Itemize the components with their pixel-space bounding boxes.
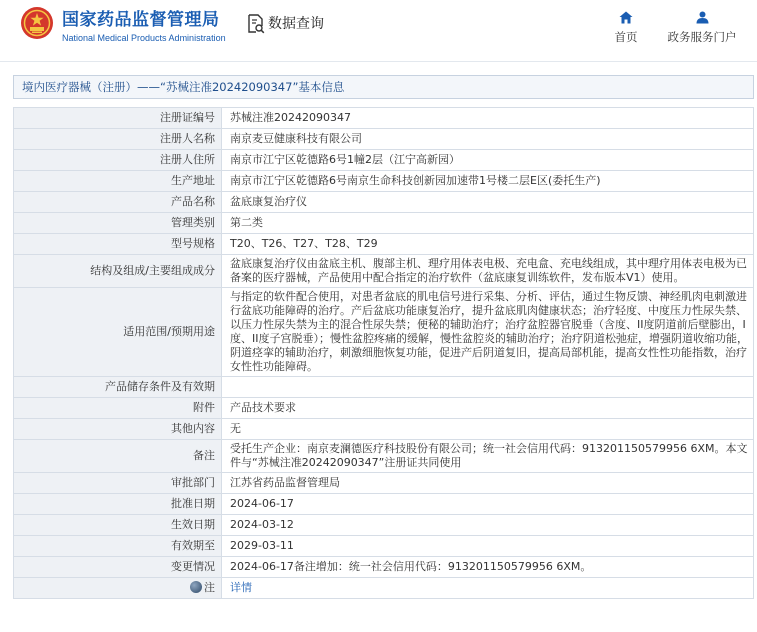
data-query-label: 数据查询 xyxy=(268,16,324,32)
row-label: 产品储存条件及有效期 xyxy=(14,377,222,398)
table-row xyxy=(14,108,754,129)
table-row xyxy=(14,578,754,599)
nav-home[interactable] xyxy=(611,11,641,44)
table-row xyxy=(14,377,754,398)
table-row xyxy=(14,150,754,171)
table-row xyxy=(14,473,754,494)
row-label: 有效期至 xyxy=(14,536,222,557)
nav-service-portal-label: 政务服务门户 xyxy=(667,30,737,44)
row-value: 与指定的软件配合使用，对患者盆底的肌电信号进行采集、分析、评估，通过生物反馈、神经肌肉电刺激进行盆底功能障碍的治疗。产后盆底功能康复治疗，提升盆底肌肉健康状态；治疗轻度、中度压力性尿失禁、以压力性尿失禁为主的混合性尿失禁；便秘的辅助治疗；治疗盆腔器官脱垂（含度、II度阴道前后壁膨出，I度、II度子宫脱垂）；慢性盆腔疼痛的缓解，慢性盆腔炎的辅助治疗；治疗阴道松弛症，增强阴道收缩功能，阴道痉挛的辅助治疗，刺激细胞恢复功能，促进产后阴道复旧，提高局部机能，提高女性性功能指数，治疗女性性功能障碍。 xyxy=(222,288,754,377)
row-label: 备注 xyxy=(14,440,222,473)
table-row xyxy=(14,398,754,419)
row-value: 受托生产企业：南京麦澜德医疗科技股份有限公司；统一社会信用代码：913201150579956 6XM。本文件与“苏械注准20242090347”注册证共同使用 xyxy=(222,440,754,473)
row-label: 注册证编号 xyxy=(14,108,222,129)
table-row xyxy=(14,536,754,557)
row-value: 江苏省药品监督管理局 xyxy=(222,473,754,494)
site-name-en: National Medical Products Administration xyxy=(62,33,226,43)
table-row xyxy=(14,192,754,213)
table-row xyxy=(14,440,754,473)
table-row xyxy=(14,419,754,440)
row-value: 盆底康复治疗仪由盆底主机、腹部主机、理疗用体表电极、充电盒、充电线组成，其中理疗用体表电极为已备案的医疗器械，产品使用中配合指定的治疗软件（盆底康复训练软件，发布版本V1）使用。 xyxy=(222,255,754,288)
table-row xyxy=(14,255,754,288)
record-title: 境内医疗器械（注册）——“苏械注准20242090347”基本信息 xyxy=(22,80,345,94)
table-row xyxy=(14,234,754,255)
row-value xyxy=(222,377,754,398)
table-row xyxy=(14,213,754,234)
row-label: 生产地址 xyxy=(14,171,222,192)
row-label: 适用范围/预期用途 xyxy=(14,288,222,377)
row-label: 型号规格 xyxy=(14,234,222,255)
row-value: 苏械注准20242090347 xyxy=(222,108,754,129)
nav-home-label: 首页 xyxy=(614,30,638,44)
details-link[interactable]: 详情 xyxy=(230,581,252,594)
home-icon xyxy=(619,11,633,24)
table-row xyxy=(14,557,754,578)
row-value: 南京麦豆健康科技有限公司 xyxy=(222,129,754,150)
table-row xyxy=(14,129,754,150)
row-label: 产品名称 xyxy=(14,192,222,213)
row-label: 管理类别 xyxy=(14,213,222,234)
row-value: 南京市江宁区乾德路6号1幢2层（江宁高新园） xyxy=(222,150,754,171)
row-label: 审批部门 xyxy=(14,473,222,494)
row-value: 第二类 xyxy=(222,213,754,234)
row-label: 注册人住所 xyxy=(14,150,222,171)
row-value: 南京市江宁区乾德路6号南京生命科技创新园加速带1号楼二层E区(委托生产) xyxy=(222,171,754,192)
table-row xyxy=(14,515,754,536)
row-value: 2029-03-11 xyxy=(222,536,754,557)
row-label: 生效日期 xyxy=(14,515,222,536)
note-label-cell xyxy=(14,578,222,599)
site-header xyxy=(0,0,757,62)
site-name-cn: 国家药品监督管理局 xyxy=(62,10,220,30)
row-label: 变更情况 xyxy=(14,557,222,578)
record-title-bar xyxy=(13,75,754,99)
row-label: 其他内容 xyxy=(14,419,222,440)
row-label: 结构及组成/主要组成成分 xyxy=(14,255,222,288)
basic-info-table xyxy=(13,107,754,599)
row-value: 2024-06-17 xyxy=(222,494,754,515)
row-label: 批准日期 xyxy=(14,494,222,515)
row-value: 2024-03-12 xyxy=(222,515,754,536)
note-value-cell xyxy=(222,578,754,599)
row-value: 2024-06-17备注增加：统一社会信用代码：913201150579956 6XM。 xyxy=(222,557,754,578)
row-label: 注册人名称 xyxy=(14,129,222,150)
user-icon xyxy=(696,11,709,24)
table-row xyxy=(14,288,754,377)
row-label: 附件 xyxy=(14,398,222,419)
nav-service-portal[interactable] xyxy=(662,11,742,44)
row-value: 无 xyxy=(222,419,754,440)
data-query-link[interactable] xyxy=(247,14,324,34)
site-brand[interactable] xyxy=(62,10,226,44)
note-label: 注 xyxy=(204,581,215,594)
row-value: 产品技术要求 xyxy=(222,398,754,419)
row-value: 盆底康复治疗仪 xyxy=(222,192,754,213)
table-row xyxy=(14,494,754,515)
document-search-icon xyxy=(247,14,265,34)
table-row xyxy=(14,171,754,192)
national-emblem-icon xyxy=(20,6,54,40)
pill-icon xyxy=(190,581,202,593)
row-value: T20、T26、T27、T28、T29 xyxy=(222,234,754,255)
